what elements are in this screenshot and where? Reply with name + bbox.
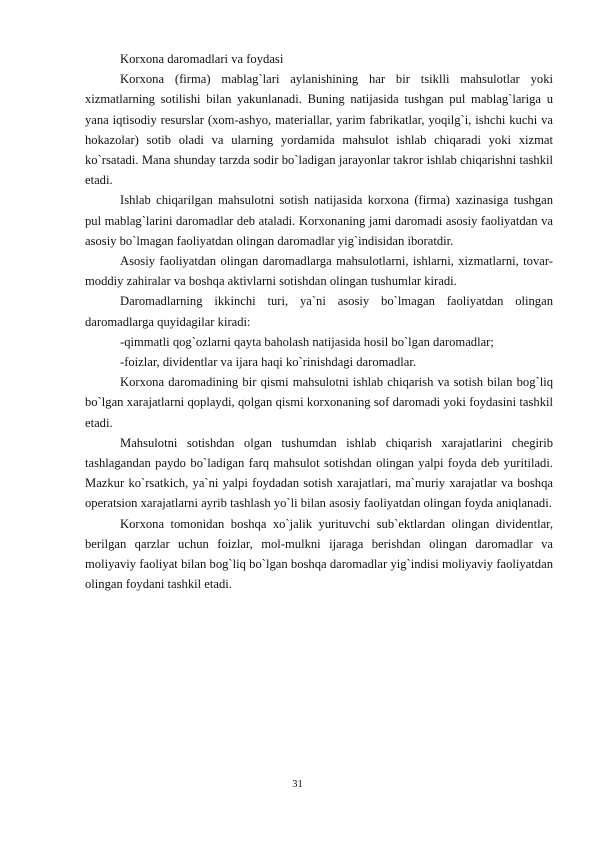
paragraph: Korxona tomonidan boshqa xo`jalik yurituvchi sub`ektlardan olingan dividentlar, berilgan qarzlar uchun foizlar, mol-mulkni ijaraga berishdan olingan daromadlar va moliyaviy faoliyat bilan bog`liq bo`lgan boshqa daromadlar yig`indisi moliyaviy faoliyatdan olingan foydani tashkil etadi. bbox=[85, 516, 553, 592]
paragraph: Daromadlarning ikkinchi turi, ya`ni asosiy bo`lmagan faoliyatdan olingan daromadlarga quyidagilar kiradi: bbox=[85, 294, 553, 329]
paragraph: Ishlab chiqarilgan mahsulotni sotish natijasida korxona (firma) xazinasiga tushgan pul mablag`larini daromadlar deb ataladi. Korxonaning jami daromadi asosiy faoliyatdan va asosiy bo`lmagan faoliyatdan olingan daromadlar yig`indisidan iboratdir. bbox=[85, 193, 553, 248]
list-item: -foizlar, dividentlar va ijara haqi ko`rinishdagi daromadlar. bbox=[120, 355, 417, 370]
page-number: 31 bbox=[292, 779, 303, 790]
paragraph: Mahsulotni sotishdan olgan tushumdan ishlab chiqarish xarajatlarini chegirib tashlagandan paydo bo`ladigan farq mahsulot sotishdan olingan yalpi foyda deb yuritiladi. Mazkur ko`rsatkich, ya`ni yalpi foydadan sotish xarajatlari, ma`muriy xarajatlar va boshqa operatsion xarajatlarni ayrib tashlash yo`li bilan asosiy faoliyatdan olingan foyda aniqlanadi. bbox=[85, 435, 553, 511]
document-body bbox=[85, 49, 553, 594]
section-title: Korxona daromadlari va foydasi bbox=[120, 52, 284, 66]
paragraph: Korxona daromadining bir qismi mahsulotni ishlab chiqarish va sotish bilan bog`liq bo`lgan xarajatlarni qoplaydi, qolgan qismi korxonaning sof daromadi yoki foydasini tashkil etadi. bbox=[85, 375, 553, 430]
paragraph: Korxona (firma) mablag`lari aylanishining har bir tsiklli mahsulotlar yoki xizmatlarning sotilishi bilan yakunlanadi. Buning natijasida tushgan pul mablag`lariga u yana iqtisodiy resurslar (xom-ashyo, materiallar, yarim fabrikatlar, yoqilg`i, ishchi kuchi va hokazolar) sotib oladi va ularning yordamida mahsulot ishlab chiqaradi yoki xizmat ko`rsatadi. Mana shunday tarzda sodir bo`ladigan jarayonlar takror ishlab chiqarishni tashkil etadi. bbox=[85, 72, 553, 188]
paragraph: Asosiy faoliyatdan olingan daromadlarga mahsulotlarni, ishlarni, xizmatlarni, tovar-moddiy zahiralar va boshqa aktivlarni sotishdan olingan tushumlar kiradi. bbox=[85, 254, 553, 289]
list-item: -qimmatli qog`ozlarni qayta baholash natijasida hosil bo`lgan daromadlar; bbox=[120, 334, 494, 349]
